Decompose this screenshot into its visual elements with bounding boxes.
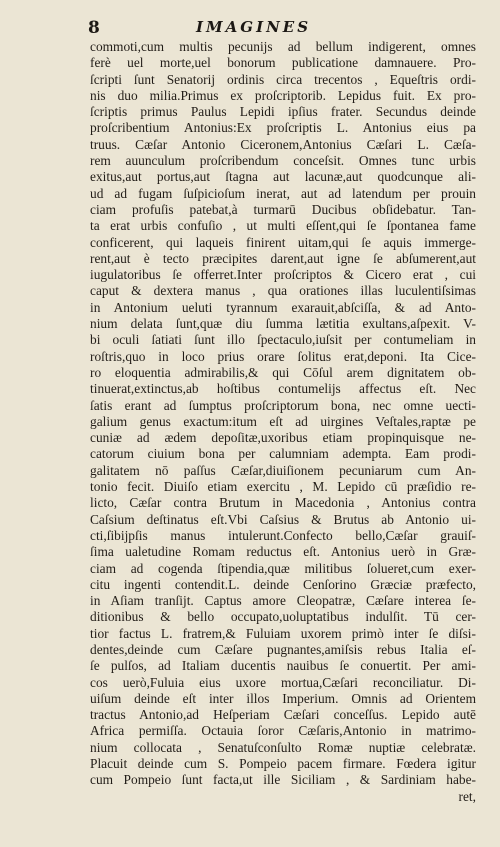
text-line: in Antonium ueluti tyrannum exarauit,abſciſſa, & ad Anto- [90,299,476,315]
text-line: ſcripti ſunt Senatorij ordinis circa trecentos , Equeſtris ordi- [90,71,476,87]
text-line: licto, Cæſar contra Brutum in Macedonia , Antonius contra [90,495,476,511]
text-line: ferè uel morte,uel bonorum publicatione damnauere. Pro- [90,55,476,71]
running-head: IMAGINES [196,18,312,36]
text-line: catorum ciuium bona per calumniam adempta. Eam prodi- [90,446,476,462]
text-line: ro eloquentia admirabilis,& qui Cōſul arem dignitatem ob- [90,364,476,380]
text-line: ret, [458,788,476,804]
text-line: bi oculi ſatiati ſunt illo ſpectaculo,iuſsit per contumeliam in [90,332,476,348]
text-line: roſtris,quo in loco prius orare ſolitus erat,deponi. Ita Cice- [90,348,476,364]
text-line: cuniæ ad ædem depoſitæ,uxoribus etiam propinquisque ne- [90,430,476,446]
text-line: ud ad fugam ſuſpicioſum inerat, aut ad latendum per prouin [90,185,476,201]
text-line: tractus Antonio,ad Heſperiam Cæſari conceſſus. Lepido autē [90,707,476,723]
text-line: cos uerò,Fuluia eius uxore mortua,Cæſari reconciliatur. Di- [90,674,476,690]
text-line: rem auunculum proſcribendum conceſsit. Omnes tunc urbis [90,153,476,169]
text-line: cum Pompeio ſunt facta,ut ille Siciliam , & Sardiniam habe- [90,772,476,788]
text-line: nium collocata , Senatuſconſulto Romæ nuptiæ celebratæ. [90,739,476,755]
text-line: ſatis erant ad ſumptus proſcriptorum bona, nec omne uecti- [90,397,476,413]
text-line: ciam profuſis patebat,à turmarū Ducibus obſidebatur. Tan- [90,201,476,217]
text-line: citu ingenti contendit.L. deinde Cenſorino Græciæ præfecto, [90,576,476,592]
text-line: ta erat urbis confuſio , ut multi eſſent,qui ſe ſpontanea fame [90,218,476,234]
text-line: uiſum deinde eſt inter illos Imperium. Omnis ad Orientem [90,690,476,706]
text-line: ditionibus & bello occupato,uoluptatibus indulſit. Tū cer- [90,609,476,625]
text-line: ſcriptis primus Paulus Lepidi ipſius frater. Secundus deinde [90,104,476,120]
text-line: ciam ad cogenda ſtipendia,quæ militibus ſolueret,cum exer- [90,560,476,576]
text-line: dentes,deinde cum Cæſare pugnantes,amiſsis rebus Italia eſ- [90,641,476,657]
text-line: Placuit deinde cum S. Pompeio pacem firmare. Fœdera igitur [90,756,476,772]
text-line: nium delata ſunt,quæ diu ſumma lætitia exultans,aſpexit. V- [90,316,476,332]
page-header [88,18,478,40]
text-line: proſcribentium Antonius:Ex proſcriptis L. Antonius eius pa [90,120,476,136]
text-line: exitus,aut portus,aut ſtagna aut lacunæ,aut quodcunque ali- [90,169,476,185]
text-line: nis duo milia.Primus ex proſcriptorib. Lepidus fuit. Ex pro- [90,87,476,103]
text-line: commoti,cum multis pecunijs ad bellum indigerent, omnes [90,39,476,54]
text-line: cti,ſibijpſis manus intulerunt.Confecto bello,Cæſar grauiſ- [90,527,476,543]
text-line: tonio fecit. Diuiſo etiam exercitu , M. Lepido cū præſidio re- [90,479,476,495]
text-line: rent,aut è tecto præcipites darent,aut igne ſe abſumerent,aut [90,250,476,266]
text-line: truus. Cæſar Antonio Ciceronem,Antonius Cæſari L. Cæſa- [90,136,476,152]
text-line: galium genus exactum:itum eſt ad uirgines Veſtales,raptæ pe [90,413,476,429]
text-line: ſe pulſos, ad Italiam ducentis nauibus ſe conuertit. Per ami- [90,658,476,674]
text-line: in Aſiam tranſijt. Captus amore Cleopatræ, Cæſare interea ſe- [90,593,476,609]
body-text [90,39,476,805]
text-line: tior factus L. fratrem,& Fuluiam uxorem primò inter ſe diſsi- [90,625,476,641]
page-number: 8 [88,18,100,38]
text-line: ſima ualetudine Romam reductus eſt. Antonius uerò in Græ- [90,544,476,560]
text-line: galitatem nō paſſus Cæſar,diuiſionem pecuniarum cum An- [90,462,476,478]
text-line: Africa permiſſa. Octauia ſoror Cæſaris,Antonio in matrimo- [90,723,476,739]
text-line: Caſsium deſtinatus eſt.Vbi Caſsius & Brutus ab Antonio ui- [90,511,476,527]
text-line: tinuerat,extinctus,ab hoſtibus contumelijs affectus eſt. Nec [90,381,476,397]
text-line: iugulatoribus ſe offerret.Inter proſcriptos & Cicero erat , cui [90,267,476,283]
text-line: caput & dextera manus , qua orationes illas luculentiſsimas [90,283,476,299]
text-line: conficerent, qui laqueis finirent uitam,qui ſe aquis immerge- [90,234,476,250]
